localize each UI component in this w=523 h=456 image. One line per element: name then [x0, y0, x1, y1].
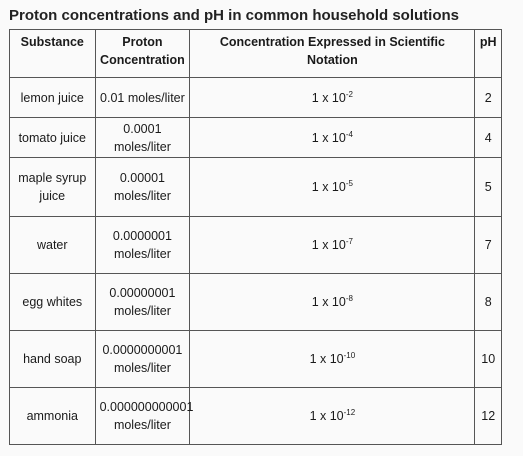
cell-substance: tomato juice: [10, 118, 96, 158]
sci-exponent: -10: [343, 350, 356, 360]
sci-exponent: -2: [345, 89, 353, 99]
cell-concentration: 0.00000001 moles/liter: [95, 274, 190, 331]
sci-base: 1 x 10: [311, 130, 346, 145]
cell-concentration: 0.0000001 moles/liter: [95, 217, 190, 274]
sci-exponent: -4: [345, 129, 353, 139]
cell-scientific: [190, 78, 475, 118]
cell-ph: 12: [475, 388, 502, 445]
cell-concentration: 0.00001 moles/liter: [95, 158, 190, 217]
cell-ph: 2: [475, 78, 502, 118]
header-substance: Substance: [10, 30, 96, 78]
header-ph: pH: [475, 30, 502, 78]
cell-substance: water: [10, 217, 96, 274]
table-row: [10, 331, 502, 388]
cell-ph: 8: [475, 274, 502, 331]
cell-substance: ammonia: [10, 388, 96, 445]
cell-ph: 10: [475, 331, 502, 388]
cell-ph: 7: [475, 217, 502, 274]
sci-exponent: -5: [345, 178, 353, 188]
cell-scientific: [190, 331, 475, 388]
header-scientific-notation: Concentration Expressed in Scientific Notation: [190, 30, 475, 78]
cell-concentration: 0.01 moles/liter: [95, 78, 190, 118]
sci-base: 1 x 10: [309, 352, 344, 366]
sci-base: 1 x 10: [311, 238, 346, 252]
table-caption: Proton concentrations and pH in common household solutions: [9, 7, 460, 24]
cell-scientific: [190, 274, 475, 331]
sci-base: 1 x 10: [311, 180, 346, 194]
table-row: [10, 78, 502, 118]
header-row: [10, 30, 502, 78]
table-row: [10, 388, 502, 445]
cell-ph: 4: [475, 118, 502, 158]
table-row: [10, 217, 502, 274]
cell-scientific: [190, 158, 475, 217]
sci-base: 1 x 10: [311, 90, 346, 105]
cell-ph: 5: [475, 158, 502, 217]
cell-substance: lemon juice: [10, 78, 96, 118]
cell-concentration: 0.000000000001 moles/liter: [95, 388, 190, 445]
sci-base: 1 x 10: [311, 295, 346, 309]
table-row: [10, 118, 502, 158]
table-row: [10, 158, 502, 217]
proton-concentration-table: [9, 29, 502, 445]
sci-base: 1 x 10: [309, 409, 344, 423]
cell-scientific: [190, 388, 475, 445]
sci-exponent: -12: [343, 407, 356, 417]
cell-scientific: [190, 118, 475, 158]
sci-exponent: -8: [345, 293, 353, 303]
cell-scientific: [190, 217, 475, 274]
cell-substance: maple syrup juice: [10, 158, 96, 217]
table-row: [10, 274, 502, 331]
header-proton-concentration: Proton Concentration: [95, 30, 190, 78]
cell-substance: hand soap: [10, 331, 96, 388]
cell-substance: egg whites: [10, 274, 96, 331]
cell-concentration: 0.0000000001 moles/liter: [95, 331, 190, 388]
sci-exponent: -7: [345, 236, 353, 246]
cell-concentration: 0.0001 moles/liter: [95, 118, 190, 158]
